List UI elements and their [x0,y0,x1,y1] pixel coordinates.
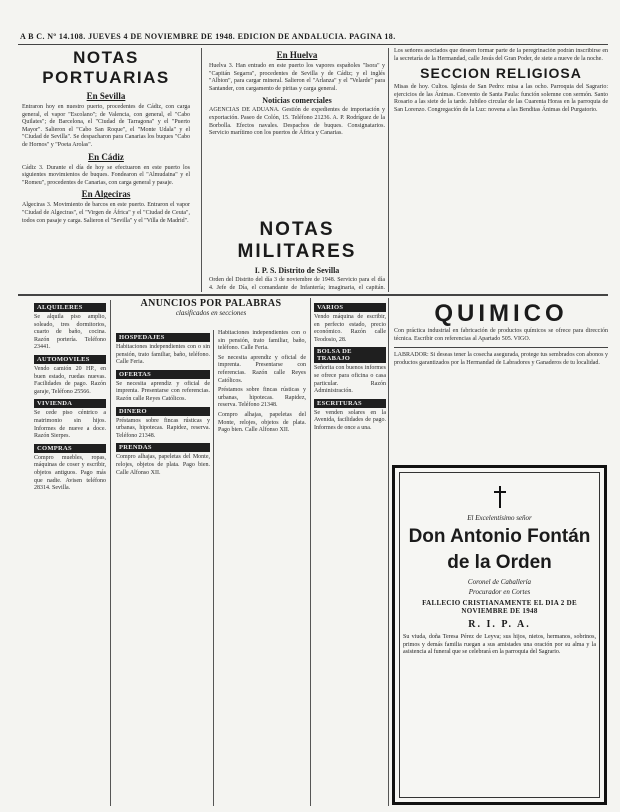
obituary-name-line-2: de la Orden [447,552,552,573]
noticias-comerciales-text: AGENCIAS DE ADUANA. Gestión de expedientes de importación y exportación. Paseo de Colón, 15. Teléfono 21236. A. P. Rodríguez de la Borbolla. Efectos navales. Despachos de buques. Consignatarios. Servicio marítimo con los puertos de África y Canarias. [209,107,385,137]
ad-item: Se cede piso céntrico a matrimonio sin hijos. Informes de nueve a doce. Razón Sierpes. [34,410,106,440]
ad-section-bar: DINERO [116,407,210,416]
ad-section-bar: VIVIENDA [34,399,106,408]
column-rule [213,330,214,806]
huelva-text: Huelva 3. Han entrado en este puerto los vapores españoles "Isora" y "Capitán Segarra", procedentes de Sevilla y de Cádiz; y el inglés "Albion", para cargar mineral. Salieron el "Arlanza" y el "Velarde" para Santander, con cargamento de piritas y carga general. [209,63,385,92]
running-head: A B C. Nº 14.108. JUEVES 4 DE NOVIEMBRE DE 1948. EDICION DE ANDALUCIA. PAGINA 18. [20,32,396,41]
ad-item: Vendo camión 20 HP., en buen estado, ruedas nuevas. Facilidades de pago. Razón garaje, Teléfono 25566. [34,365,106,395]
obituary-rip: R. I. P. A. [468,619,531,630]
ad-item: Se alquila piso amplio, soleado, tres dormitorios, cuarto de baño, cocina. Razón portería. Teléfono 23441. [34,314,106,351]
ad-item: Vendo máquina de escribir, en perfecto estado, precio económico. Razón calle Teodosio, 28. [314,314,386,343]
seccion-religiosa-text: Misas de hoy. Cultos. Iglesia de San Pedro: misa a las ocho. Parroquia del Sagrario: ejercicios de las Ánimas. Convento de Santa Paula: función solemne con sermón. Santo Rosario a las siete de la tarde. Jubileo circular de las Cuarenta Horas en la parroquia de San Lorenzo. Congregación de la Luz: novena a las Benditas Ánimas del Purgatorio. [394,84,608,113]
obituary-date: FALLECIO CRISTIANAMENTE EL DIA 2 DE NOVIEMBRE DE 1948 [422,599,577,615]
seccion-religiosa-heading: SECCION RELIGIOSA [420,65,582,82]
classified-column-3 [218,330,306,806]
top-rule [18,44,608,45]
classified-heading: ANUNCIOS POR PALABRAS [140,298,282,309]
ad-item: Compro alhajas, papeletas del Monte, relojes, objetos de plata. Pago bien. Calle Alfonso XII. [218,411,306,434]
classified-title-block [112,298,310,328]
column-rule [388,298,389,806]
ad-item: Habitaciones independientes con o sin pensión, trato familiar, baño, teléfono. Calle Feria. [116,344,210,366]
obituary-notice [392,465,607,805]
classified-subheading: clasificados en secciones [175,309,247,317]
column-rule [110,300,111,806]
ad-section-bar: COMPRAS [34,444,106,453]
ad-item: Se necesita aprendiz y oficial de imprenta. Presentarse con referencias. Razón calle Reyes Católicos. [218,354,306,384]
obituary-office: Procurador en Cortes [468,588,531,596]
ad-item: Compro alhajas, papeletas del Monte, relojes, objetos de plata. Pago bien. Calle Alfonso XII. [116,454,210,476]
column-rule [310,298,311,806]
ad-section-bar: OFERTAS [116,370,210,379]
sevilla-subheading: En Sevilla [86,91,126,101]
column-rule [201,48,202,292]
ad-section-bar: VARIOS [314,303,386,312]
quimico-block [394,300,608,460]
quimico-rule [394,347,608,348]
ad-section-bar: HOSPEDAJES [116,333,210,342]
ad-item: Préstamos sobre fincas rústicas y urbanas, hipotecas. Rapidez, reserva. Teléfono 21348. [116,417,210,439]
obituary-rank: Coronel de Caballería [467,578,532,586]
notas-militares-text: Orden del Distrito del día 3 de noviembre de 1948. Servicio para el día 4. Jefe de Día, el comandante de Infantería; imaginaria, el capitán. [209,277,385,291]
ad-section-bar: AUTOMOVILES [34,355,106,364]
cadiz-text: Cádiz 3. Durante el día de hoy se efectuaron en este puerto los siguientes movimientos de buques. Fondearon el "Almudaina" y el "Romeu", procedentes de Canarias, con carga general y pasaje. [22,164,190,186]
column-huelva [209,48,385,176]
noticias-comerciales-heading: Noticias comerciales [262,96,332,106]
column-religiosa [394,48,608,292]
ad-item: Señorita con buenos informes se ofrece para oficina o casa particular. Razón Administración. [314,365,386,395]
sevilla-text: Entraron hoy en nuestro puerto, procedentes de Cádiz, con carga general, el vapor "Escolano"; de Valencia, con general, el "Cabo Quilates"; de Barcelona, el "Ciudad de Tarragona" y el "Puerto Mayor". Salieron el "Cabo San Roque", el "Monte Udala" y el "Ciudad de Sevilla". Se despacharon para Canarias los buques "Cabo de Hornos" y "Poeta Arolas". [22,104,190,148]
notas-militares-heading: NOTAS MILITARES [237,219,357,262]
ad-item: Se necesita aprendiz y oficial de imprenta. Presentarse con referencias. Razón calle Reyes Católicos. [116,380,210,402]
classified-column-right [314,300,386,806]
ad-section-bar: ESCRITURAS [314,399,386,408]
huelva-subheading: En Huelva [276,50,318,60]
ad-item: Se venden solares en la Avenida, facilidades de pago. Informes de once a una. [314,409,386,431]
classified-column-left [34,300,106,806]
comunicados-text: Los señores asociados que deseen formar parte de la peregrinación podrán inscribirse en la secretaría de la Hermandad, calle Jesús del Gran Poder, de siete a nueve de la noche. [394,48,608,62]
ad-item: Habitaciones independientes con o sin pensión, trato familiar, baño, teléfono. Calle Feria. [218,330,306,352]
column-notas-portuarias [22,48,190,290]
ad-section-bar: BOLSA DE TRABAJO [314,347,386,363]
notas-portuarias-heading: NOTAS PORTUARIAS [42,48,170,87]
algeciras-text: Algeciras 3. Movimiento de barcos en este puerto. Entraron el vapor "Ciudad de Algeciras", el "Virgen de África" y el "Ciudad de Ceuta", todos con pasaje y carga. Salieron el "Sevilla" y el "Villa de Madrid". [22,202,190,224]
labrador-notice: LABRADOR: Si deseas tener la cosecha asegurada, protege tus sembrados con abonos y productos garantizados por la Hermandad de Labradores y Ganaderos de tu localidad. [394,352,608,366]
algeciras-subheading: En Algeciras [81,189,131,200]
cross-icon [493,486,507,508]
notas-militares-subheading: I. P. S. Distrito de Sevilla [254,266,340,275]
obituary-name-line-1: Don Antonio Fontán [408,526,591,547]
ad-item: Compro muebles, ropas, máquinas de coser y escribir, objetos antiguos. Pago más que nadie. Avisen teléfono 28314. Sevilla. [34,454,106,492]
ad-item: Préstamos sobre fincas rústicas y urbanas, hipotecas. Rapidez, reserva. Teléfono 21348. [218,387,306,409]
obituary-text: Su viuda, doña Teresa Pérez de Leyva; sus hijos, nietos, hermanos, sobrinos, primos y demás familia ruegan a sus amistades una oración por su alma y la asistencia al funeral que se celebrará en la parroquia del Sagrario. [403,634,596,656]
mid-rule [18,294,608,296]
obituary-title: El Excelentísimo señor [467,514,532,522]
quimico-heading: QUIMICO [434,300,568,327]
quimico-text: Con práctica industrial en fabricación de productos químicos se ofrece para dirección técnica. Escribir con referencias al Apartado 505. VIGO. [394,328,608,342]
classified-column-mid [116,330,210,806]
column-rule [388,48,389,292]
ad-section-bar: PRENDAS [116,443,210,452]
cadiz-subheading: En Cádiz [88,151,124,162]
column-notas-militares [209,215,385,292]
ad-section-bar: ALQUILERES [34,303,106,312]
